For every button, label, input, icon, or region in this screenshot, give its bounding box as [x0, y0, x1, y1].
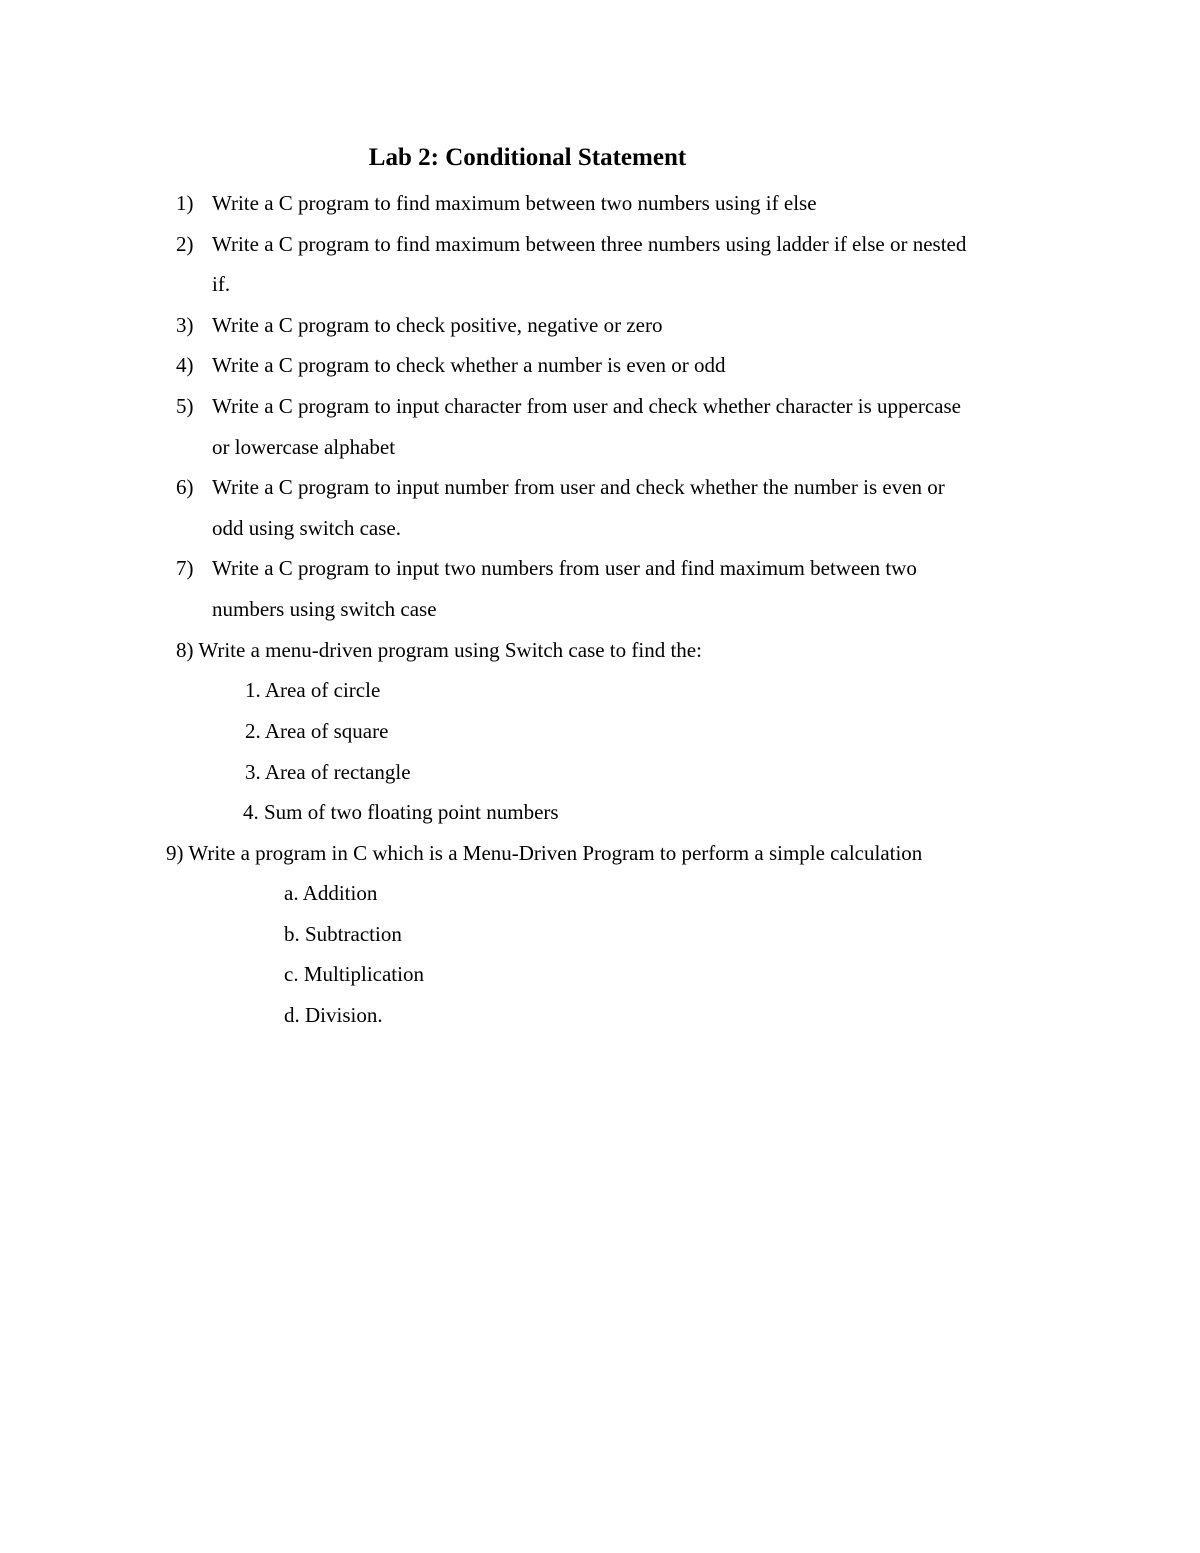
item-3-number: 3): [176, 313, 194, 337]
item-8-sub-1: 1. Area of circle: [245, 678, 381, 702]
item-7-number: 7): [176, 556, 194, 580]
item-5-text-line1: Write a C program to input character from user and check whether character is uppercase: [212, 394, 961, 418]
item-4-text: Write a C program to check whether a number is even or odd: [212, 353, 726, 377]
item-9-text: 9) Write a program in C which is a Menu-Driven Program to perform a simple calculation: [166, 841, 923, 865]
item-3-text: Write a C program to check positive, negative or zero: [212, 313, 663, 337]
item-7-text-line1: Write a C program to input two numbers from user and find maximum between two: [212, 556, 917, 580]
item-6-text-line1: Write a C program to input number from user and check whether the number is even or: [212, 475, 945, 499]
item-9-sub-d: d. Division.: [284, 1003, 383, 1027]
item-8-sub-4: 4. Sum of two floating point numbers: [243, 800, 559, 824]
item-7-text-line2: numbers using switch case: [212, 597, 437, 621]
item-8-sub-2: 2. Area of square: [245, 719, 389, 743]
item-6-number: 6): [176, 475, 194, 499]
item-9-sub-a: a. Addition: [284, 881, 378, 905]
item-9-sub-c: c. Multiplication: [284, 962, 424, 986]
item-5-text-line2: or lowercase alphabet: [212, 435, 396, 459]
item-2-text-line2: if.: [212, 272, 231, 296]
item-8-sub-3: 3. Area of rectangle: [245, 760, 411, 784]
item-5-number: 5): [176, 394, 194, 418]
item-6-text-line2: odd using switch case.: [212, 516, 401, 540]
item-9-sub-b: b. Subtraction: [284, 922, 402, 946]
item-8-text: 8) Write a menu-driven program using Switch case to find the:: [176, 638, 702, 662]
item-2-text-line1: Write a C program to find maximum between three numbers using ladder if else or nested: [212, 232, 967, 256]
item-2-number: 2): [176, 232, 194, 256]
item-4-number: 4): [176, 353, 194, 377]
item-1-number: 1): [176, 191, 194, 215]
page-title: Lab 2: Conditional Statement: [368, 144, 687, 171]
item-1-text: Write a C program to find maximum between two numbers using if else: [212, 191, 817, 215]
